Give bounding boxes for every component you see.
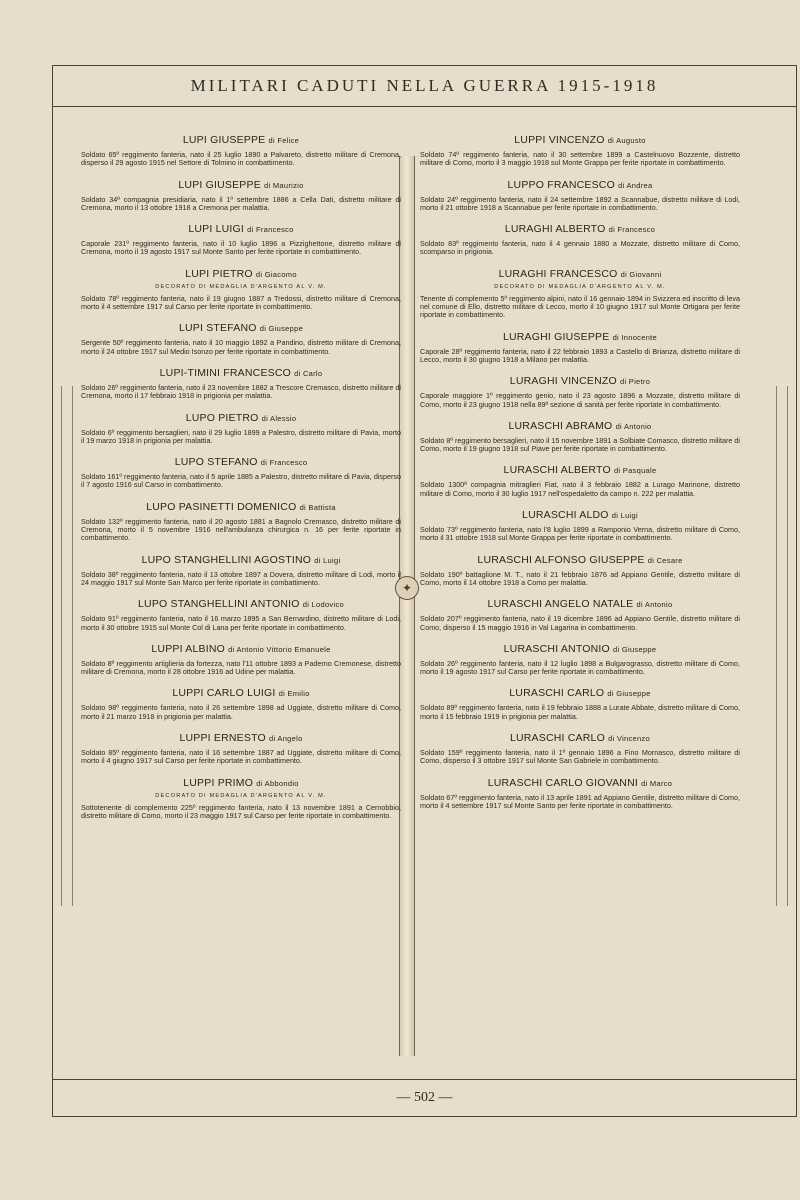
entry-name	[420, 375, 740, 387]
father-name: di Pasquale	[613, 466, 657, 476]
entry-name	[81, 554, 401, 566]
father-name: di Antonio	[615, 421, 652, 431]
decoration-note: DECORATO DI MEDAGLIA D'ARGENTO AL V. M.	[155, 283, 327, 290]
list-item	[420, 554, 740, 588]
entry-name	[420, 420, 740, 432]
father-name: di Andrea	[618, 180, 653, 190]
entry-biography: Soldato 78º reggimento fanteria, nato il 19 giugno 1887 a Tredossi, distretto militare di Cremona, morto il 4 settembre 1917 sul Carso per ferite riportate in combattimento.	[81, 293, 401, 312]
entry-biography: Soldato 6º reggimento bersaglieri, nato il 29 luglio 1899 a Palestro, distretto militare di Pavia, morto il 19 marzo 1918 in prigionia per malattia.	[81, 427, 401, 445]
list-item	[81, 179, 401, 213]
soldier-name: LUPI STEFANO	[178, 322, 257, 335]
entry-name	[81, 643, 401, 655]
soldier-name: LUPPO FRANCESCO	[507, 178, 615, 191]
list-item	[420, 598, 740, 632]
entry-name	[420, 179, 740, 191]
soldier-name: LURASCHI ABRAMO	[508, 419, 613, 432]
father-name: di Giacomo	[255, 269, 297, 279]
father-name: di Emilio	[278, 689, 310, 699]
entry-name	[81, 687, 401, 699]
entry-biography: Soldato 73º reggimento fanteria, nato l'8 luglio 1899 a Ramponio Verna, distretto militare di Como, morto il 31 ottobre 1918 sul Monte Grappa per ferite riportate in combattimento.	[420, 525, 740, 543]
father-name: di Antonio Vittorio Emanuele	[228, 644, 331, 654]
entry-name	[81, 598, 401, 610]
page-number: — 502 —	[53, 1079, 796, 1116]
entry-biography: Soldato 26º reggimento fanteria, nato il 12 luglio 1898 a Bulgarograsso, distretto militare di Como, morto il 19 agosto 1917 sul Carso per ferite riportate in combattimento.	[420, 658, 740, 677]
list-item	[420, 732, 740, 766]
list-item	[81, 322, 401, 356]
entry-name	[420, 509, 740, 521]
father-name: di Cesare	[647, 555, 683, 565]
decoration-note: DECORATO DI MEDAGLIA D'ARGENTO AL V. M.	[155, 792, 327, 799]
soldier-name: LUPO PASINETTI DOMENICO	[146, 500, 297, 513]
soldier-name: LURAGHI ALBERTO	[504, 223, 606, 236]
list-item	[81, 554, 401, 588]
entry-biography: Soldato 159º reggimento fanteria, nato il 1º gennaio 1896 a Fino Mornasco, distretto militare di Como, disperso il 3 ottobre 1917 sul Monte San Gabriele in combattimento.	[420, 748, 740, 766]
entry-name	[81, 412, 401, 424]
list-item	[81, 777, 401, 821]
right-ornament	[776, 386, 788, 906]
soldier-name: LURASCHI ALDO	[522, 509, 609, 522]
soldier-name: LURASCHI ALFONSO GIUSEPPE	[477, 553, 645, 566]
soldier-name: LUPO PIETRO	[185, 411, 259, 424]
father-name: di Francesco	[608, 225, 656, 235]
entry-biography: Soldato 65º reggimento fanteria, nato il 25 luglio 1890 a Palvareto, distretto militare di Cremona, disperso il 29 agosto 1915 nel Settore di Tolmino in combattimento.	[81, 150, 401, 168]
father-name: di Vincenzo	[608, 734, 651, 744]
father-name: di Alessio	[261, 413, 297, 423]
entry-name	[420, 732, 740, 744]
entry-name	[81, 501, 401, 513]
entry-biography: Soldato 74º reggimento fanteria, nato il 30 settembre 1899 a Castelnuovo Bozzente, distretto militare di Como, morto il 3 maggio 1918 sul Monte Grappa per ferite riportate in combattimento.	[420, 150, 740, 168]
list-item	[420, 375, 740, 409]
entry-name	[81, 777, 401, 789]
entry-biography: Tenente di complemento 5º reggimento alpini, nato il 16 gennaio 1894 in Svizzera ed inscritto di leva nel comune di Ello, distretto militare di Lecco, morto il 10 giugno 1917 sul Monte Ortigara per ferite riportate in combattimento.	[420, 293, 740, 320]
soldier-name: LUPO STEFANO	[174, 456, 258, 469]
entry-biography: Soldato 190º battaglione M. T., nato il 21 febbraio 1876 ad Appiano Gentile, distretto militare di Como, morto il 14 ottobre 1918 a Como per malattia.	[420, 569, 740, 587]
entry-name	[81, 179, 401, 191]
father-name: di Innocente	[612, 332, 658, 342]
entry-name	[420, 554, 740, 566]
entry-name	[420, 464, 740, 476]
emblem-icon: ✦	[395, 576, 419, 600]
entry-name	[420, 223, 740, 235]
entry-biography: Soldato 8º reggimento bersaglieri, nato il 15 novembre 1891 a Solbiate Comasco, distretto militare di Como, morto il 19 giugno 1918 sul Piave per ferite riportate in combattimento.	[420, 435, 740, 454]
entry-biography: Sergente 50º reggimento fanteria, nato il 10 maggio 1892 a Pandino, distretto militare di Cremona, morto il 24 ottobre 1917 sul Medio Isonzo per ferite riportate in combattimento.	[81, 338, 401, 356]
entry-biography: Soldato 85º reggimento fanteria, nato il 16 settembre 1887 ad Uggiate, distretto militare di Como, morto il 4 giugno 1917 sul Carso per ferite riportate in combattimento.	[81, 748, 401, 766]
list-item	[420, 464, 740, 498]
entry-biography: Soldato 26º reggimento fanteria, nato il 23 novembre 1882 a Trescore Cremasco, distretto militare di Cremona, morto il 17 febbraio 1918 in prigionia per malattia.	[81, 382, 401, 401]
entry-name	[81, 268, 401, 280]
list-item	[420, 687, 740, 721]
soldier-name: LUPPI PRIMO	[183, 776, 254, 789]
father-name: di Battista	[299, 502, 336, 512]
entry-name	[420, 598, 740, 610]
page-frame	[52, 65, 797, 1117]
soldier-name: LURASCHI CARLO GIOVANNI	[487, 776, 638, 789]
list-item	[420, 643, 740, 677]
soldier-name: LURAGHI GIUSEPPE	[502, 330, 610, 343]
father-name: di Abbondio	[256, 778, 299, 788]
father-name: di Angelo	[269, 734, 303, 744]
list-item	[420, 134, 740, 168]
father-name: di Lodovico	[302, 600, 344, 610]
right-column	[420, 134, 740, 821]
list-item	[420, 777, 740, 811]
entry-biography: Caporale 231º reggimento fanteria, nato il 10 luglio 1896 a Pizzighettone, distretto militare di Cremona, morto il 19 agosto 1917 sul Monte Santo per ferite riportate in combattimento.	[81, 239, 401, 257]
father-name: di Augusto	[607, 136, 646, 145]
father-name: di Antonio	[636, 600, 673, 610]
entry-biography: Caporale 28º reggimento fanteria, nato il 22 febbraio 1893 a Castello di Brianza, distretto militare di Lecco, morto il 30 giugno 1918 a Milano per malattia.	[420, 346, 740, 364]
list-item	[81, 643, 401, 677]
father-name: di Giuseppe	[607, 689, 651, 699]
page-title: MILITARI CADUTI NELLA GUERRA 1915-1918	[53, 66, 796, 107]
entry-name	[420, 687, 740, 699]
father-name: di Felice	[268, 136, 300, 145]
soldier-name: LURASCHI ALBERTO	[503, 464, 611, 477]
soldier-name: LUPO STANGHELLINI ANTONIO	[138, 598, 300, 611]
soldier-name: LURASCHI ANTONIO	[503, 642, 610, 655]
soldier-name: LUPPI CARLO LUIGI	[172, 687, 276, 700]
decoration-note: DECORATO DI MEDAGLIA D'ARGENTO AL V. M.	[494, 283, 666, 290]
soldier-name: LURASCHI ANGELO NATALE	[487, 598, 634, 611]
entry-name	[420, 643, 740, 655]
entry-name	[81, 134, 401, 146]
list-item	[420, 223, 740, 257]
soldier-name: LUPO STANGHELLINI AGOSTINO	[141, 553, 312, 566]
left-column	[81, 134, 401, 831]
father-name: di Francesco	[260, 458, 308, 468]
father-name: di Francesco	[247, 225, 294, 235]
soldier-name: LUPPI ERNESTO	[179, 732, 266, 745]
soldier-name: LUPI GIUSEPPE	[182, 134, 266, 146]
entry-name	[420, 331, 740, 343]
father-name: di Marco	[641, 778, 673, 788]
entry-name	[420, 134, 740, 146]
list-item	[81, 223, 401, 257]
soldier-name: LURASCHI CARLO	[509, 732, 605, 745]
list-item	[420, 268, 740, 320]
father-name: di Giovanni	[620, 269, 662, 279]
list-item	[81, 367, 401, 401]
entry-name	[81, 322, 401, 334]
entry-name	[420, 777, 740, 789]
father-name: di Carlo	[294, 368, 323, 378]
list-item	[81, 412, 401, 446]
entry-biography: Soldato 161º reggimento fanteria, nato il 5 aprile 1885 a Palestro, distretto militare di Pavia, disperso il 7 agosto 1916 sul Carso in combattimento.	[81, 472, 401, 490]
list-item	[420, 420, 740, 454]
father-name: di Luigi	[611, 511, 638, 521]
father-name: di Maurizio	[264, 180, 304, 190]
entry-name	[81, 456, 401, 468]
soldier-name: LUPI PIETRO	[185, 267, 253, 280]
list-item	[81, 598, 401, 632]
entry-name	[81, 367, 401, 379]
list-item	[420, 509, 740, 543]
entry-biography: Soldato 34ª compagnia presidiaria, nato il 1º settembre 1886 a Cella Dati, distretto militare di Cremona, morto il 13 ottobre 1918 a Cremona per malattia.	[81, 194, 401, 212]
entry-biography: Caporale maggiore 1º reggimento genio, nato il 23 agosto 1896 a Mozzate, distretto militare di Como, morto il 23 giugno 1918 nella 89ª sezione di sanità per ferite riportate in combattimento.	[420, 391, 740, 409]
list-item	[81, 732, 401, 766]
father-name: di Luigi	[314, 555, 341, 565]
left-ornament	[61, 386, 73, 906]
entry-biography: Soldato 91º reggimento fanteria, nato il 16 marzo 1895 a San Bernardino, distretto militare di Lodi, morto il 30 ottobre 1915 sul Monte Col di Lana per ferite riportate in combattimento.	[81, 614, 401, 632]
entry-biography: Soldato 67º reggimento fanteria, nato il 13 aprile 1891 ad Appiano Gentile, distretto militare di Como, morto il 4 settembre 1917 sul Monte Santo per ferite riportate in combattimento.	[420, 792, 740, 810]
soldier-name: LURASCHI CARLO	[509, 687, 605, 700]
entry-name	[81, 732, 401, 744]
central-torch-ornament	[399, 156, 415, 1056]
soldier-name: LUPI-TIMINI FRANCESCO	[159, 366, 291, 379]
father-name: di Giuseppe	[613, 644, 657, 654]
entry-biography: Soldato 207º reggimento fanteria, nato il 19 dicembre 1896 ad Appiano Gentile, distretto militare di Como, disperso il 15 maggio 1916 in Val Lagarina in combattimento.	[420, 614, 740, 632]
entry-biography: Soldato 8º reggimento artiglieria da fortezza, nato l'11 ottobre 1893 a Paderno Cremonese, distretto militare di Cremona, morto il 28 ottobre 1916 ad Udine per malattia.	[81, 658, 401, 677]
soldier-name: LURAGHI FRANCESCO	[498, 267, 618, 280]
soldier-name: LURAGHI VINCENZO	[509, 375, 617, 388]
list-item	[81, 501, 401, 543]
entry-biography: Soldato 83º reggimento fanteria, nato il 4 gennaio 1880 a Mozzate, distretto militare di Como, scomparso in prigionia.	[420, 239, 740, 257]
entry-biography: Sottotenente di complemento 225º reggimento fanteria, nato il 13 novembre 1891 a Cernobbio, distretto militare di Como, morto il 23 maggio 1917 sul Carso per ferite riportate in combattimento.	[81, 802, 401, 820]
entry-biography: Soldato 98º reggimento fanteria, nato il 26 settembre 1898 ad Uggiate, distretto militare di Como, morto il 21 marzo 1918 in prigionia per malattia.	[81, 703, 401, 721]
entry-biography: Soldato 89º reggimento fanteria, nato il 19 febbraio 1888 a Lurate Abbate, distretto militare di Como, morto il 15 febbraio 1919 in prigionia per malattia.	[420, 703, 740, 721]
entry-biography: Soldato 38º reggimento fanteria, nato il 13 ottobre 1897 a Dovera, distretto militare di Lodi, morto il 24 maggio 1917 sul Monte San Marco per ferite riportate in combattimento.	[81, 569, 401, 587]
list-item	[81, 134, 401, 168]
list-item	[81, 687, 401, 721]
list-item	[420, 179, 740, 213]
list-item	[420, 331, 740, 365]
soldier-name: LUPI LUIGI	[188, 223, 244, 236]
entry-biography: Soldato 132º reggimento fanteria, nato il 20 agosto 1881 a Bagnolo Cremasco, distretto militare di Cremona, morto il 5 novembre 1916 nell'ambulanza chirurgica n. 16 per ferite riportate in combattimento.	[81, 516, 401, 543]
soldier-name: LUPPI ALBINO	[151, 642, 225, 655]
entry-biography: Soldato 1300ª compagnia mitraglieri Fiat, nato il 3 febbraio 1882 a Lurago Marinone, distretto militare di Como, morto il 30 luglio 1917 nell'ospedaletto da campo n. 222 per malattia.	[420, 480, 740, 498]
entry-biography: Soldato 24º reggimento fanteria, nato il 24 settembre 1892 a Scannabue, distretto militare di Lodi, morto il 21 ottobre 1918 a Scannabue per ferite riportate in combattimento.	[420, 194, 740, 212]
father-name: di Giuseppe	[259, 324, 304, 334]
entry-name	[420, 268, 740, 280]
list-item	[81, 456, 401, 490]
list-item	[81, 268, 401, 312]
soldier-name: LUPPI VINCENZO	[514, 134, 605, 146]
entry-name	[81, 223, 401, 235]
soldier-name: LUPI GIUSEPPE	[178, 178, 261, 191]
father-name: di Pietro	[619, 377, 651, 387]
